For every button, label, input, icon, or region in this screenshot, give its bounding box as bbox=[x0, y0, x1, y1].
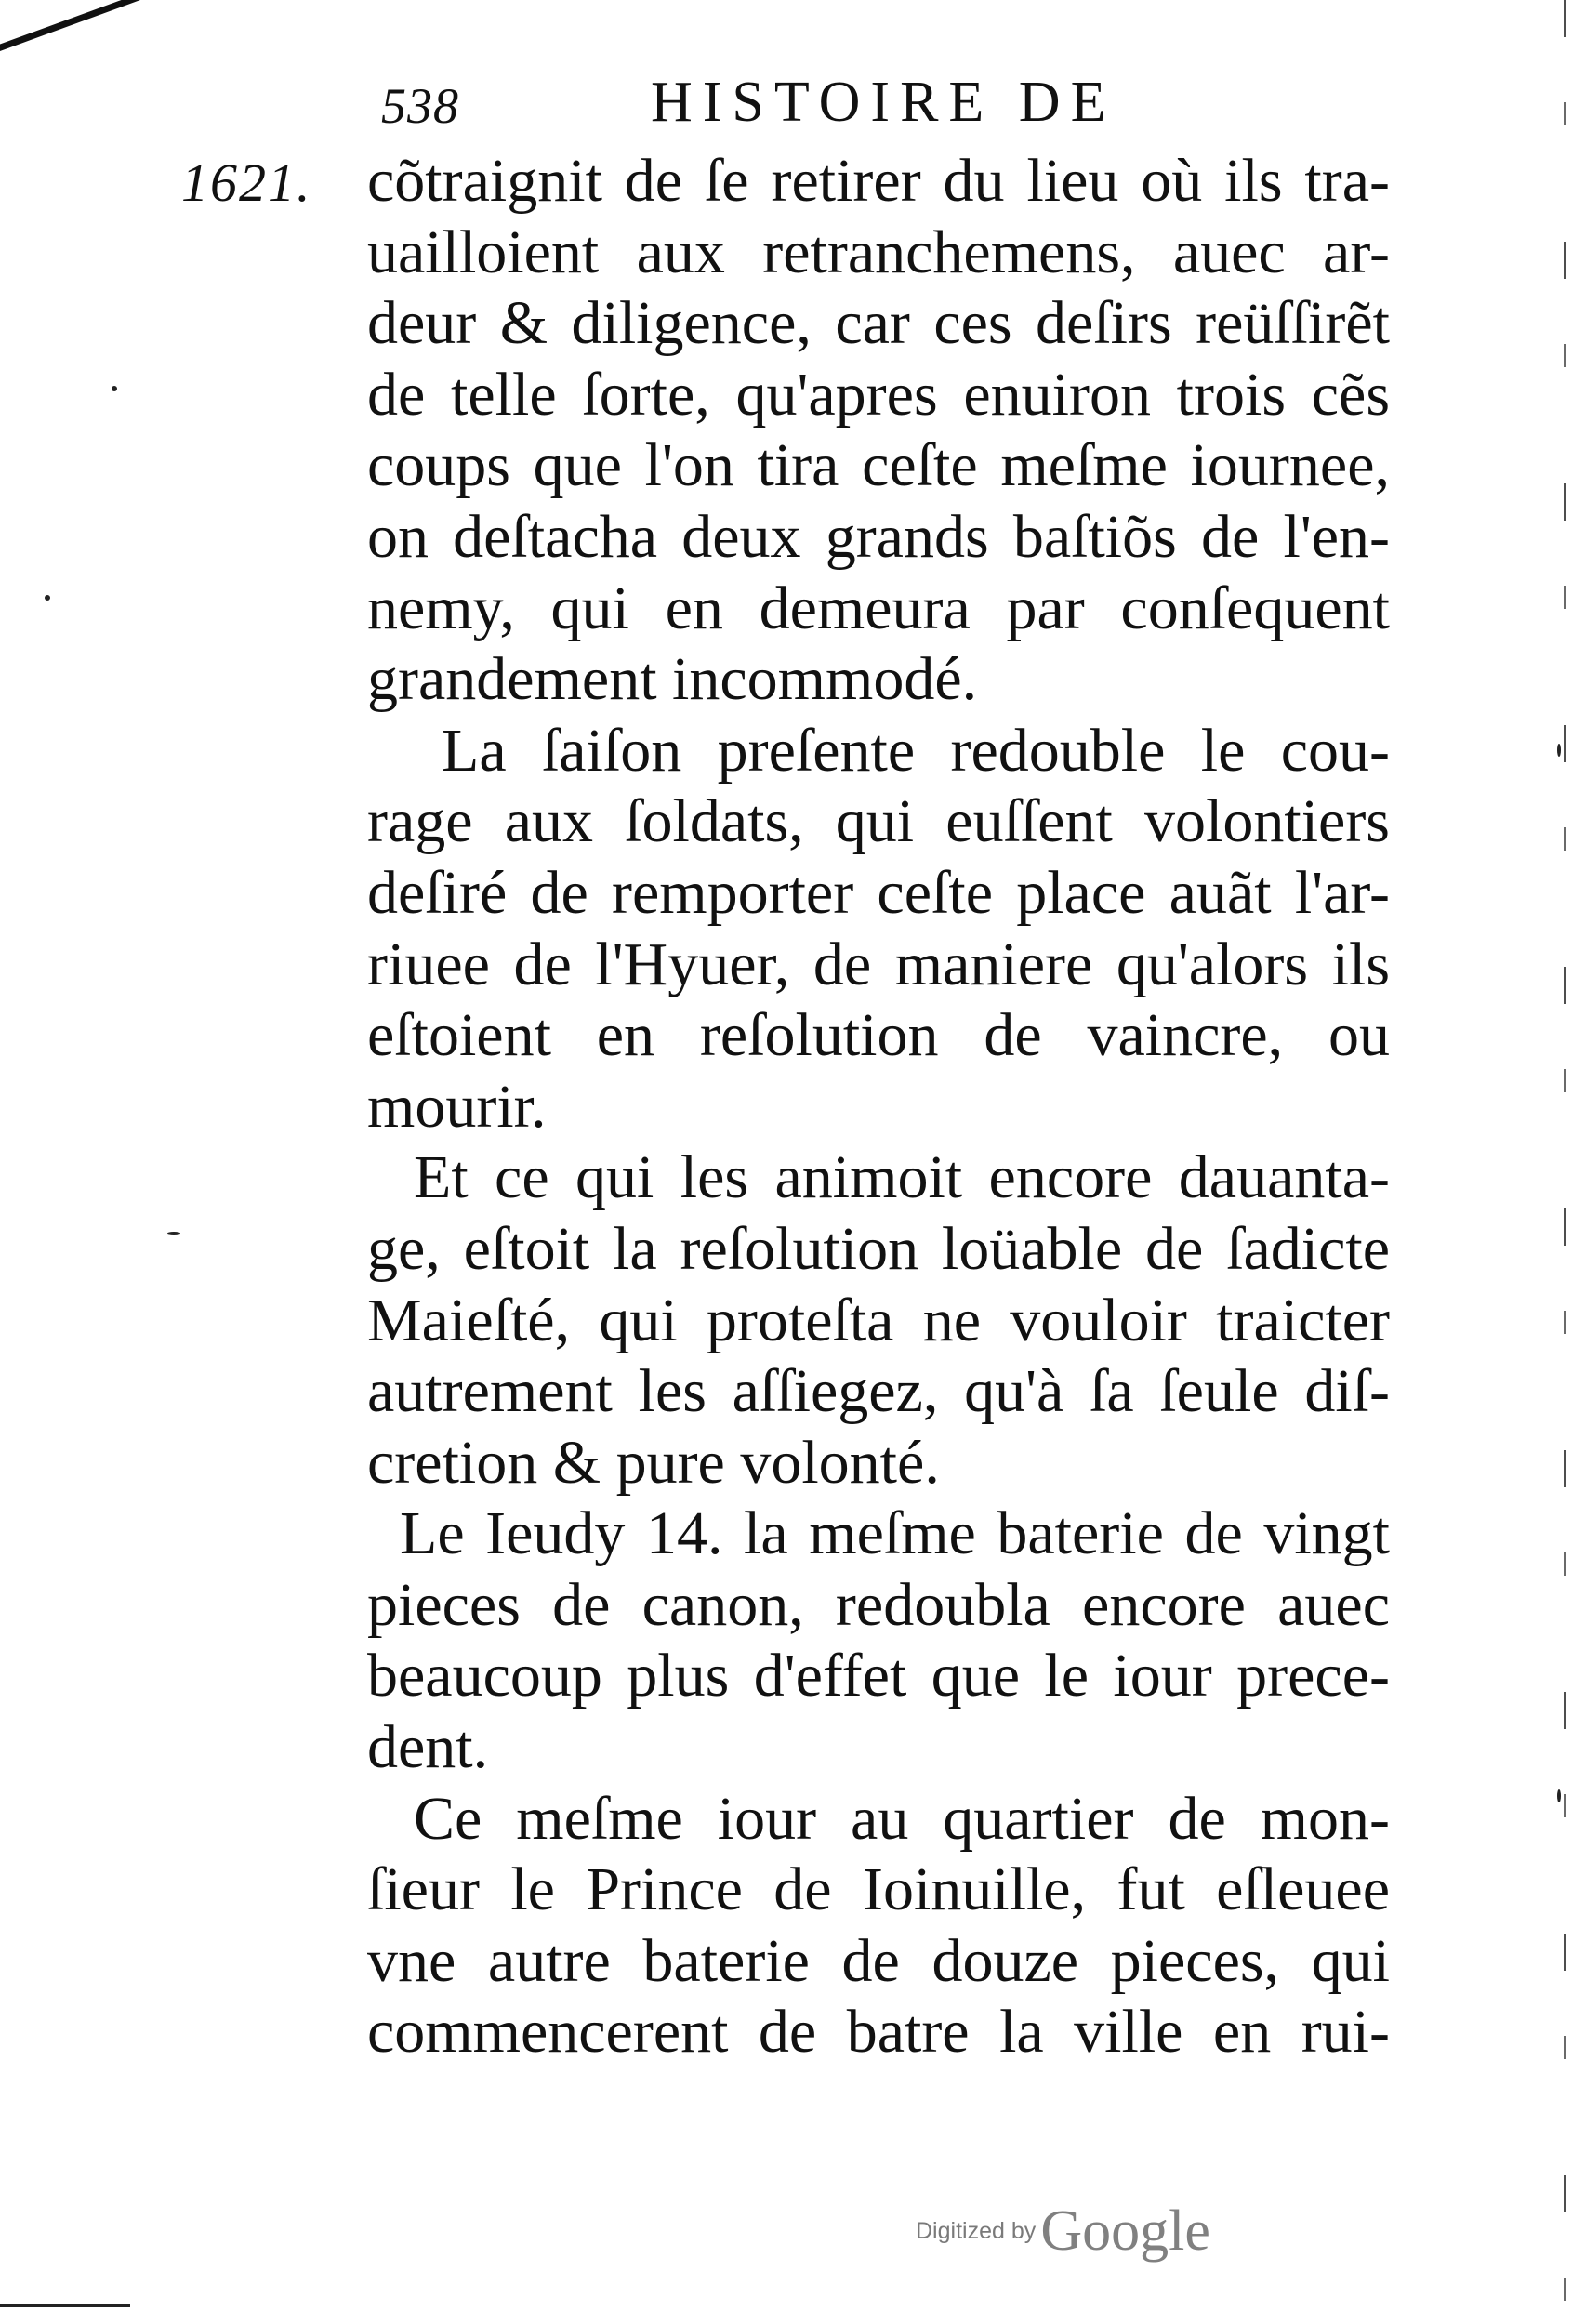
scan-corner-mark bbox=[0, 0, 271, 58]
text-line: grandement incommodé. bbox=[367, 645, 978, 714]
paragraph-start-line: Ce meſme iour au quartier de mon- bbox=[414, 1784, 1390, 1853]
text-line: ge, eſtoit la reſolution loüable de ſadicte bbox=[367, 1214, 1390, 1283]
text-line: deſiré de remporter ceſte place auãt l'ar- bbox=[367, 858, 1390, 927]
page-header bbox=[381, 70, 1199, 144]
ink-speck bbox=[45, 595, 50, 601]
page-number: 538 bbox=[381, 78, 459, 134]
scan-page-edge bbox=[1564, 0, 1566, 2324]
paragraph-start-line: Et ce qui les animoit encore dauanta- bbox=[414, 1143, 1390, 1212]
text-line: commencerent de batre la ville en rui- bbox=[367, 1998, 1390, 2067]
text-line: on deſtacha deux grands baſtiõs de l'en- bbox=[367, 502, 1390, 571]
text-line: beaucoup plus d'effet que le iour prece- bbox=[367, 1642, 1390, 1710]
text-line: autrement les aſſiegez, qu'à ſa ſeule diſ- bbox=[367, 1357, 1390, 1426]
text-line: pieces de canon, redoubla encore auec bbox=[367, 1570, 1390, 1639]
text-line: rage aux ſoldats, qui euſſent volontiers bbox=[367, 787, 1390, 856]
text-line: uailloient aux retranchemens, auec ar- bbox=[367, 218, 1390, 286]
paragraph-start-line: La ſaiſon preſente redouble le cou- bbox=[442, 716, 1390, 785]
scan-bottom-rule bbox=[0, 2304, 130, 2307]
margin-year-note: 1621. bbox=[181, 152, 312, 213]
paragraph-start-line: Le Ieudy 14. la meſme baterie de vingt bbox=[400, 1499, 1390, 1568]
text-line: mourir. bbox=[367, 1072, 547, 1141]
text-line: de telle ſorte, qu'apres enuiron trois cẽs bbox=[367, 360, 1390, 429]
text-line: cõtraignit de ſe retirer du lieu où ils tra- bbox=[367, 147, 1390, 215]
text-line: cretion & pure volonté. bbox=[367, 1428, 940, 1497]
text-line: nemy, qui en demeura par conſequent bbox=[367, 574, 1390, 642]
watermark-prefix: Digitized by bbox=[916, 2218, 1037, 2244]
text-line: riuee de l'Hyuer, de maniere qu'alors ils bbox=[367, 930, 1390, 998]
ink-speck bbox=[1557, 744, 1561, 757]
ink-speck bbox=[167, 1232, 180, 1235]
text-line: coups que l'on tira ceſte meſme iournee, bbox=[367, 431, 1390, 500]
digitization-watermark bbox=[916, 2199, 1210, 2273]
body-text bbox=[367, 146, 1390, 2068]
ink-speck bbox=[1557, 1789, 1561, 1802]
google-logo: Google bbox=[1040, 2199, 1210, 2263]
text-line: ſieur le Prince de Ioinuille, fut eſleuee bbox=[367, 1855, 1390, 1924]
text-line: vne autre baterie de douze pieces, qui bbox=[367, 1926, 1390, 1995]
ink-speck bbox=[112, 386, 117, 391]
text-line: dent. bbox=[367, 1713, 489, 1782]
text-line: deur & diligence, car ces deſirs reüſſirẽt bbox=[367, 289, 1390, 358]
text-line: eſtoient en reſolution de vaincre, ou bbox=[367, 1001, 1390, 1070]
text-line: Maieſté, qui proteſta ne vouloir traicter bbox=[367, 1286, 1390, 1354]
running-head: HISTOIRE DE bbox=[651, 71, 1116, 134]
